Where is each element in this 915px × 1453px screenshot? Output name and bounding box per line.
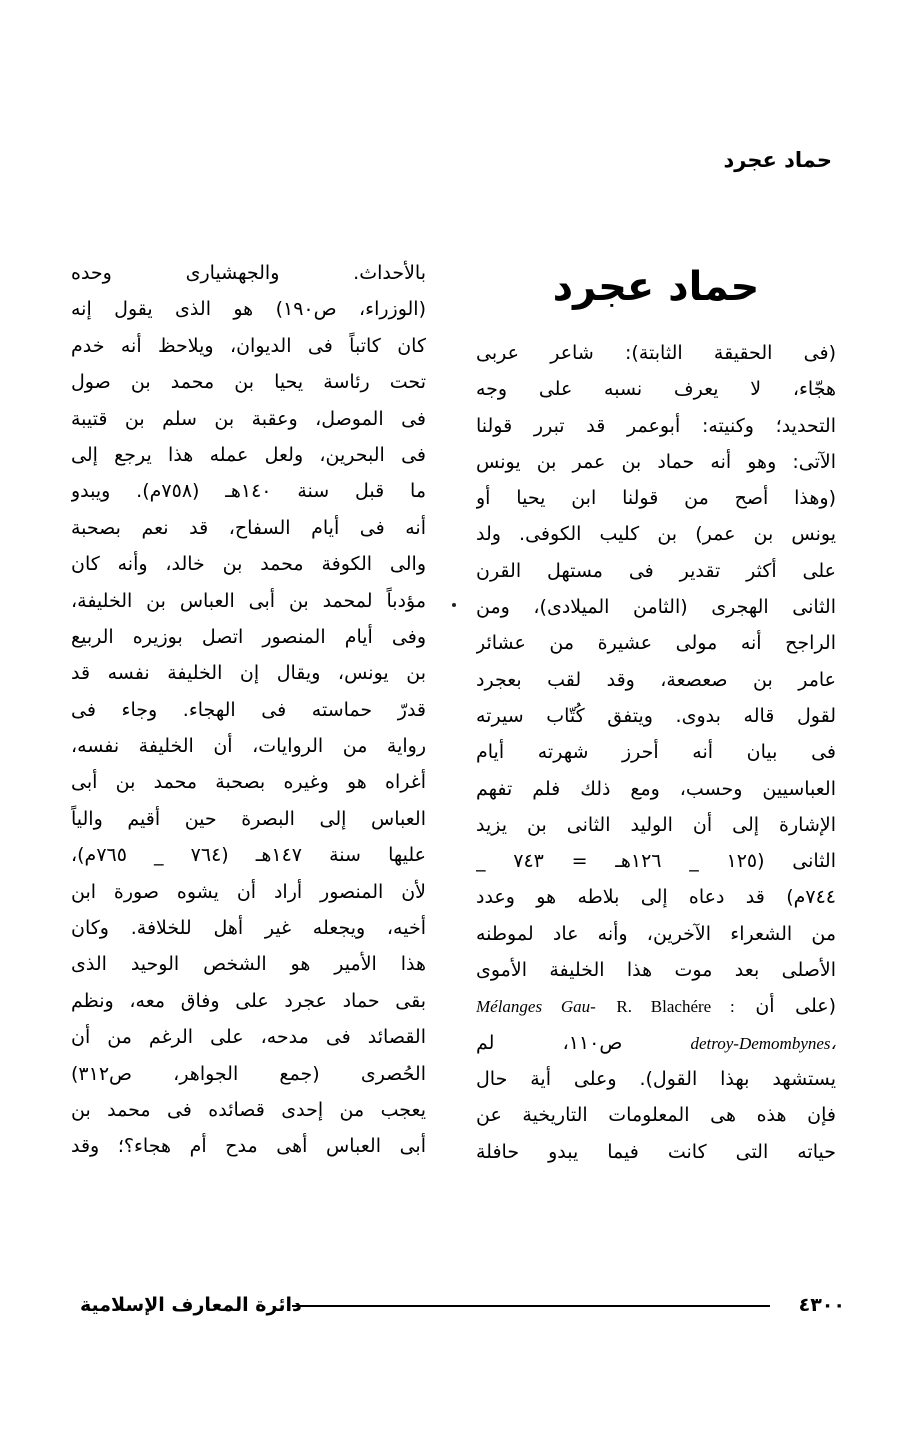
print-speck xyxy=(452,603,456,607)
text-line: أخيه، ويجعله غير أهل للخلافة. وكان xyxy=(71,917,426,940)
text-line: الثانى الهجرى (الثامن الميلادى)، ومن xyxy=(476,596,836,619)
right-column xyxy=(476,255,836,1170)
text-line: بالأحداث. والجهشيارى وحده xyxy=(71,262,426,284)
text-line: يونس بن عمر) بن كليب الكوفى. ولد xyxy=(476,523,836,546)
left-column-lines xyxy=(71,255,426,1165)
latin-title-cont: detroy-Demombynes، xyxy=(690,1033,836,1053)
text-line: عليها سنة ١٤٧هـ (٧٦٤ _ ٧٦٥م)، xyxy=(71,844,426,867)
right-column-tail xyxy=(476,1061,836,1170)
text-line: العباسيين وحسب، ومع ذلك فلم تفهم xyxy=(476,777,836,800)
text-line: وفى أيام المنصور اتصل بوزيره الربيع xyxy=(71,625,426,648)
text-line: فى البحرين، ولعل عمله هذا يرجع إلى xyxy=(71,443,426,466)
text-line: من الشعراء الآخرين، وأنه عاد لموطنه xyxy=(476,922,836,945)
text-line: بن يونس، ويقال إن الخليفة نفسه قد xyxy=(71,662,426,685)
right-column-lines xyxy=(476,335,836,988)
latin-author: R. Blachére : xyxy=(616,997,735,1017)
text-line: حياته التى كانت فيما يبدو حافلة xyxy=(476,1140,836,1163)
text-line: تحت رئاسة يحيا بن محمد بن صول xyxy=(71,371,426,394)
latin-title: Mélanges Gau- xyxy=(476,997,596,1017)
text-line: يعجب من إحدى قصائده فى محمد بن xyxy=(71,1098,426,1121)
text-line: عامر بن صعصعة، وقد لقب بعجرد xyxy=(476,668,836,691)
footer-rule xyxy=(292,1305,770,1307)
text-line: قدرّ حماسته فى الهجاء. وجاء فى xyxy=(71,698,426,721)
text-line: كان كاتباً فى الديوان، ويلاحظ أنه خدم xyxy=(71,334,426,357)
article-title: حماد عجرد xyxy=(552,264,760,310)
text-line: على أكثر تقدير فى مستهل القرن xyxy=(476,559,836,582)
text-line: الإشارة إلى أن الوليد الثانى بن يزيد xyxy=(476,813,836,836)
text-line: (الوزراء، ص١٩٠) هو الذى يقول إنه xyxy=(71,298,426,321)
publication-title: دائرة المعارف الإسلامية xyxy=(80,1294,302,1316)
text-line: لقول قاله بدوى. ويتفق كُتّاب سيرته xyxy=(476,704,836,727)
text-line-mixed-arabic: (على أن xyxy=(755,995,836,1018)
text-line: الثانى (١٢٥ _ ١٢٦هـ = ٧٤٣ _ xyxy=(476,850,836,873)
text-line: ما قبل سنة ١٤٠هـ (٧٥٨م). ويبدو xyxy=(71,480,426,503)
left-column xyxy=(71,255,426,1165)
running-head: حماد عجرد xyxy=(723,148,832,172)
text-line: لأن المنصور أراد أن يشوه صورة ابن xyxy=(71,880,426,903)
text-line: الأصلى بعد موت هذا الخليفة الأموى xyxy=(476,959,836,982)
text-line-mixed-2-arabic: ص١١٠، لم xyxy=(476,1031,623,1054)
text-line: والى الكوفة محمد بن خالد، وأنه كان xyxy=(71,553,426,576)
text-line: التحديد؛ وكنيته: أبوعمر قد تبرر قولنا xyxy=(476,414,836,437)
text-line: هذا الأمير هو الشخص الوحيد الذى xyxy=(71,953,426,976)
text-line: الراجح أنه مولى عشيرة من عشائر xyxy=(476,632,836,655)
text-line: الحُصرى (جمع الجواهر، ص٣١٢) xyxy=(71,1062,426,1085)
text-line: فى الموصل، وعقبة بن سلم بن قتيبة xyxy=(71,407,426,430)
text-line: فإن هذه هى المعلومات التاريخية عن xyxy=(476,1104,836,1127)
text-line: ٧٤٤م) قد دعاه إلى بلاطه هو وعدد xyxy=(476,886,836,909)
text-line: (فى الحقيقة الثابتة): شاعر عربى xyxy=(476,342,836,364)
text-line: أغراه هو وغيره بصحبة محمد بن أبى xyxy=(71,771,426,794)
text-line-mixed xyxy=(476,988,836,1024)
text-line: القصائد فى مدحه، على الرغم من أن xyxy=(71,1026,426,1049)
text-line: هجّاء، لا يعرف نسبه على وجه xyxy=(476,378,836,401)
footer xyxy=(80,1290,845,1320)
text-line: مؤدباً لمحمد بن أبى العباس بن الخليفة، xyxy=(71,589,426,612)
text-line: أنه فى أيام السفاح، قد نعم بصحبة xyxy=(71,516,426,539)
text-line: بقى حماد عجرد على وفاق معه، ونظم xyxy=(71,989,426,1012)
text-line-mixed-2 xyxy=(476,1025,836,1061)
text-line: (وهذا أصح من قولنا ابن يحيا أو xyxy=(476,487,836,510)
text-line: الآتى: وهو أنه حماد بن عمر بن يونس xyxy=(476,450,836,473)
text-line: يستشهد بهذا القول). وعلى أية حال xyxy=(476,1067,836,1090)
text-line: أبى العباس أهى مدح أم هجاء؟؛ وقد xyxy=(71,1135,426,1158)
text-line: العباس إلى البصرة حين أقيم والياً xyxy=(71,807,426,830)
text-line: رواية من الروايات، أن الخليفة نفسه، xyxy=(71,735,426,758)
page-number: ٤٣٠٠ xyxy=(798,1294,845,1316)
text-line: فى بيان أنه أحرز شهرته أيام xyxy=(476,741,836,764)
